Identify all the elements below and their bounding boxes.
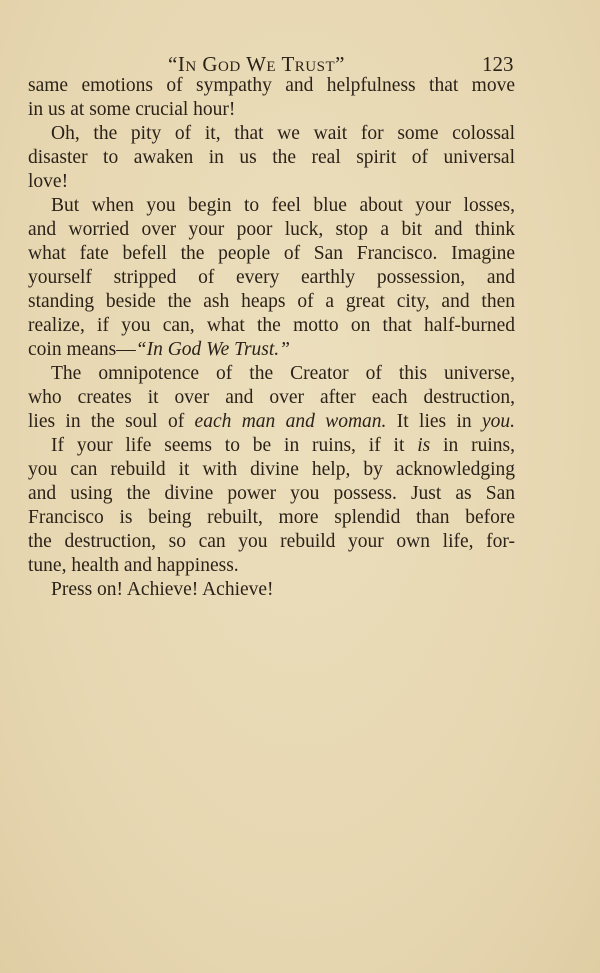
text-segment: in us at some crucial hour!: [28, 99, 236, 120]
text-line: [28, 506, 515, 530]
text-segment: yourself stripped of every earthly possession, and: [28, 267, 515, 288]
italic-text: you.: [481, 411, 515, 432]
text-line: [28, 266, 515, 290]
text-line: [28, 554, 515, 578]
text-line: [28, 434, 515, 458]
text-line: [28, 362, 515, 386]
text-segment: the destruction, so can you rebuild your own life, for-: [28, 531, 515, 552]
text-segment: who creates it over and over after each destruction,: [28, 387, 515, 408]
text-line: [28, 218, 515, 242]
text-segment: disaster to awaken in us the real spirit of universal: [28, 147, 515, 168]
text-segment: and using the divine power you possess. Just as San: [28, 483, 515, 504]
text-line: [28, 578, 515, 602]
text-line: [28, 458, 515, 482]
text-segment: It lies in: [386, 411, 482, 432]
text-line: [28, 74, 515, 98]
text-segment: lies in the soul of: [28, 411, 195, 432]
text-segment: love!: [28, 171, 69, 192]
text-segment: But when you begin to feel blue about your losses,: [51, 195, 515, 216]
text-line: [28, 290, 515, 314]
text-segment: same emotions of sympathy and helpfulness that move: [28, 75, 515, 96]
text-segment: realize, if you can, what the motto on that half-burned: [28, 315, 515, 336]
text-segment: in ruins,: [430, 435, 516, 456]
body-text: [28, 74, 515, 602]
text-line: [28, 170, 515, 194]
page-number: 123: [482, 52, 514, 76]
text-segment: The omnipotence of the Creator of this universe,: [51, 363, 515, 384]
text-line: [28, 338, 515, 362]
text-segment: tune, health and happiness.: [28, 555, 239, 576]
text-line: [28, 530, 515, 554]
text-line: [28, 146, 515, 170]
italic-text: each man and woman.: [194, 411, 387, 432]
text-line: [28, 122, 515, 146]
text-segment: and worried over your poor luck, stop a bit and think: [28, 219, 515, 240]
running-title: “In God We Trust”: [168, 52, 345, 76]
text-line: [28, 98, 515, 122]
text-line: [28, 482, 515, 506]
text-segment: coin means—: [28, 339, 136, 360]
text-segment: what fate befell the people of San Francisco. Imagine: [28, 243, 515, 264]
italic-text: is: [417, 435, 431, 456]
text-segment: If your life seems to be in ruins, if it: [51, 435, 418, 456]
text-line: [28, 242, 515, 266]
text-segment: Oh, the pity of it, that we wait for some colossal: [51, 123, 515, 144]
text-line: [28, 194, 515, 218]
text-segment: Francisco is being rebuilt, more splendid than before: [28, 507, 515, 528]
text-line: [28, 314, 515, 338]
italic-text: “In God We Trust.”: [135, 339, 291, 360]
text-segment: you can rebuild it with divine help, by acknowledging: [28, 459, 515, 480]
text-segment: standing beside the ash heaps of a great city, and then: [28, 291, 515, 312]
text-line: [28, 386, 515, 410]
text-line: [28, 410, 515, 434]
text-segment: Press on! Achieve! Achieve!: [51, 579, 274, 600]
